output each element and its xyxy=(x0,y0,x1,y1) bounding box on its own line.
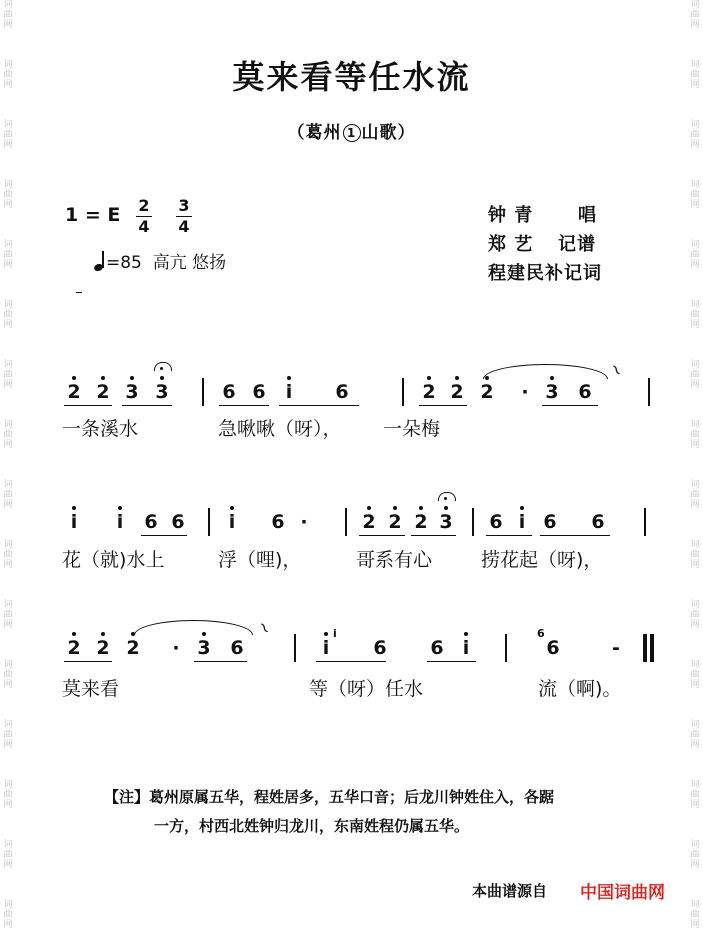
barline xyxy=(402,378,404,406)
lyric-phrase: 等（呀）任水 xyxy=(309,678,424,700)
glissando-mark: ~ xyxy=(605,358,629,381)
dash-mark xyxy=(76,292,82,293)
jianpu-note: 6 xyxy=(591,511,605,533)
footnote-marker: 1 xyxy=(343,124,361,142)
slur xyxy=(134,620,253,635)
beam-underline xyxy=(122,405,172,406)
lyric-phrase: 流（啊)。 xyxy=(538,678,622,700)
jianpu-note: 2 xyxy=(414,511,428,533)
barline xyxy=(202,378,204,406)
beam-underline xyxy=(64,405,112,406)
jianpu-note: 6 xyxy=(252,381,266,403)
beam-underline xyxy=(540,535,610,536)
jianpu-note: 6 xyxy=(335,381,349,403)
beam-underline xyxy=(219,405,269,406)
credit-singer: 钟 青 唱 xyxy=(488,205,597,226)
footnote: 【注】葛州原属五华，程姓居多，五华口音；后龙川钟姓住入，各踞 一方，村西北姓钟归龙川，东南姓程仍属五华。 xyxy=(104,788,555,835)
beam-underline xyxy=(419,405,467,406)
jianpu-note: 3 xyxy=(155,381,169,403)
jianpu-note: · xyxy=(300,511,308,533)
jianpu-note: 2 xyxy=(67,637,81,659)
jianpu-note: 3 xyxy=(439,511,453,533)
jianpu-note: 2 xyxy=(422,381,436,403)
fermata xyxy=(154,362,172,371)
jianpu-note: 6 xyxy=(430,637,444,659)
quarter-note-icon xyxy=(94,251,106,271)
jianpu-note: 3 xyxy=(545,381,559,403)
jianpu-note: 2 xyxy=(96,381,110,403)
jianpu-note: 2 xyxy=(126,637,140,659)
jianpu-note: i xyxy=(459,637,473,659)
barline xyxy=(345,508,347,536)
grace-note: i xyxy=(333,627,337,640)
jianpu-note: · xyxy=(172,637,180,659)
jianpu-note: i xyxy=(225,511,239,533)
beam-underline xyxy=(316,661,386,662)
lyric-phrase: 莫来看 xyxy=(62,678,120,700)
jianpu-note: 6 xyxy=(546,637,560,659)
jianpu-note: 6 xyxy=(578,381,592,403)
jianpu-note: 6 xyxy=(222,381,236,403)
lyric-phrase: 急啾啾（呀）， xyxy=(218,418,342,440)
jianpu-note: 2 xyxy=(388,511,402,533)
jianpu-note: i xyxy=(113,511,127,533)
jianpu-note: i xyxy=(515,511,529,533)
jianpu-note: 6 xyxy=(489,511,503,533)
grace-note: 6 xyxy=(537,627,545,640)
barline xyxy=(644,508,646,536)
beam-underline xyxy=(141,535,187,536)
jianpu-note: · xyxy=(521,381,529,403)
jianpu-note: i xyxy=(67,511,81,533)
key-signature: 1 = E xyxy=(65,204,121,226)
time-signature-2-4: 2 4 xyxy=(136,197,152,236)
glissando-mark: ~ xyxy=(253,616,277,639)
beam-underline xyxy=(411,535,456,536)
source-site: 中国词曲网 xyxy=(580,883,665,903)
jianpu-note: 2 xyxy=(480,381,494,403)
credit-notation: 郑 艺 记谱 xyxy=(488,234,596,255)
barline xyxy=(650,634,654,662)
jianpu-note: 2 xyxy=(67,381,81,403)
beam-underline xyxy=(486,535,532,536)
beam-underline xyxy=(542,405,598,406)
lyric-phrase: 浮（哩)， xyxy=(218,549,302,571)
tempo-marking: =85 高亢 悠扬 xyxy=(94,248,226,273)
barline xyxy=(648,378,650,406)
jianpu-note: 6 xyxy=(144,511,158,533)
song-subtitle: （葛州 1 山歌） xyxy=(287,123,416,143)
beam-underline xyxy=(64,661,112,662)
jianpu-note: 2 xyxy=(362,511,376,533)
beam-underline xyxy=(279,405,359,406)
watermark-left: 词 曲 网 词 曲 网 词 曲 网 词 曲 网 词 曲 网 词 曲 网 词 曲 网 词 曲 网 词 曲 网 词 曲 网 词 曲 网 词 曲 网 词 曲 网 词 曲 网 词 曲 网 词 曲 网 xyxy=(3,0,13,928)
jianpu-note: 3 xyxy=(197,637,211,659)
time-signature-3-4: 3 4 xyxy=(176,197,192,236)
jianpu-note: 6 xyxy=(271,511,285,533)
slur xyxy=(483,364,608,379)
lyric-phrase: 捞花起（呀)， xyxy=(481,549,603,571)
watermark-right: 词 曲 网 词 曲 网 词 曲 网 词 曲 网 词 曲 网 词 曲 网 词 曲 网 词 曲 网 词 曲 网 词 曲 网 词 曲 网 词 曲 网 词 曲 网 词 曲 网 词 曲 网 词 曲 网 xyxy=(690,0,700,928)
beam-underline xyxy=(359,535,405,536)
barline xyxy=(505,634,507,662)
fermata xyxy=(438,492,456,501)
barline xyxy=(643,634,647,662)
jianpu-note: 3 xyxy=(125,381,139,403)
jianpu-note: 6 xyxy=(543,511,557,533)
jianpu-note: 6 xyxy=(171,511,185,533)
jianpu-note: - xyxy=(612,637,620,659)
lyric-phrase: 花（就)水上 xyxy=(62,549,165,571)
beam-underline xyxy=(194,661,247,662)
jianpu-note: 2 xyxy=(96,637,110,659)
jianpu-note: i xyxy=(282,381,296,403)
lyric-phrase: 一朵梅 xyxy=(383,418,441,440)
barline xyxy=(294,634,296,662)
jianpu-note: 6 xyxy=(230,637,244,659)
source-label: 本曲谱源自 xyxy=(472,882,548,900)
lyric-phrase: 一条溪水 xyxy=(62,418,139,440)
jianpu-note: 6 xyxy=(373,637,387,659)
jianpu-note: i xyxy=(319,637,333,659)
lyric-phrase: 哥系有心 xyxy=(356,549,433,571)
barline xyxy=(208,508,210,536)
barline xyxy=(472,508,474,536)
credit-lyrics: 程建民补记词 xyxy=(488,263,602,284)
song-title: 莫来看等任水流 xyxy=(232,58,471,96)
jianpu-note: 2 xyxy=(450,381,464,403)
beam-underline xyxy=(427,661,476,662)
